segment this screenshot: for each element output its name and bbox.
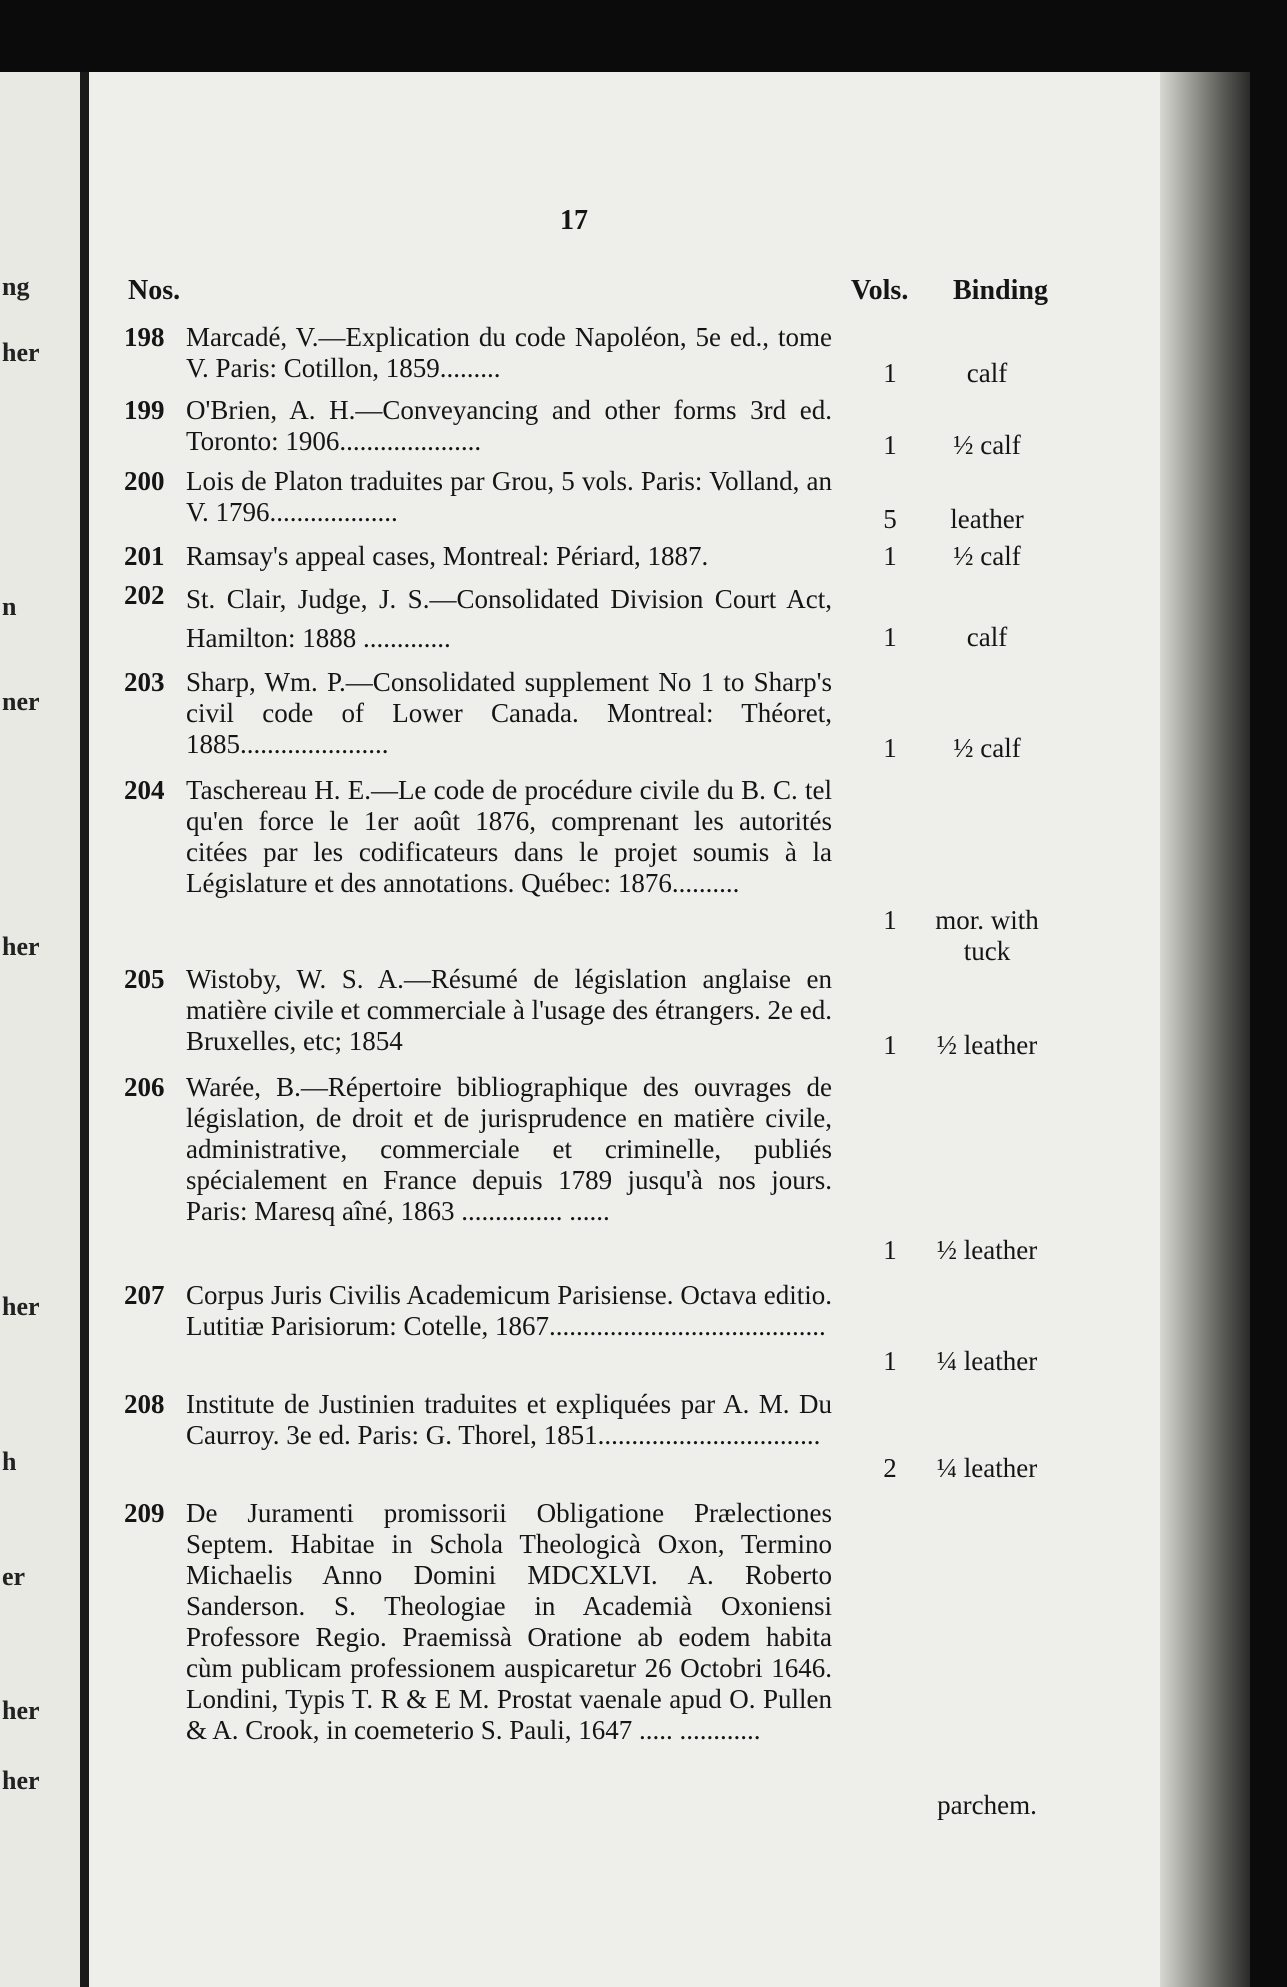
entry-binding: mor. with tuck — [935, 905, 1039, 966]
entry-binding: calf — [966, 622, 1008, 652]
column-header-nos: Nos. — [128, 275, 181, 306]
entry-vols: 5 — [883, 504, 897, 534]
entry-text: Corpus Juris Civilis Academicum Parisiense. Octava editio. Lutitiæ Parisiorum: Cotelle, 1867......................................... — [186, 1280, 832, 1341]
entry-binding: parchem. — [937, 1790, 1037, 1820]
entry-number: 198 — [124, 322, 165, 352]
entry-text: De Juramenti promissorii Obligatione Prælectiones Septem. Habitae in Schola Theologicà Oxon, Termino Michaelis Anno Domini MDCXLVI. A. Roberto Sanderson. S. Theologiae in Academià Oxoniensi Professore Regio. Praemissà Oratione ab eodem habita cùm publicam professionem auspicaretur 26 Octobri 1646. Londini, Typis T. R & E M. Prostat vaenale apud O. Pullen & A. Crook, in coemeterio S. Pauli, 1647 ..... ............ — [186, 1498, 832, 1745]
entry-vols: 1 — [883, 1235, 897, 1265]
entry-vols: 1 — [883, 430, 897, 460]
entry-text: Lois de Platon traduites par Grou, 5 vols. Paris: Volland, an V. 1796................... — [186, 466, 832, 527]
entry-text: Sharp, Wm. P.—Consolidated supplement No 1 to Sharp's civil code of Lower Canada. Montreal: Théoret, 1885...................... — [186, 667, 832, 759]
entry-number: 199 — [124, 395, 165, 425]
entry-binding: ½ leather — [936, 1235, 1038, 1265]
entry-number: 207 — [124, 1280, 165, 1310]
fragment-text: ner — [2, 687, 40, 716]
fragment-text: her — [2, 1696, 40, 1725]
entry-number: 200 — [124, 466, 165, 496]
entry-binding: leather — [950, 504, 1024, 534]
page-gutter — [80, 72, 89, 1987]
fragment-text: er — [2, 1562, 26, 1591]
entry-binding: ½ calf — [953, 733, 1021, 763]
entry-text: Taschereau H. E.—Le code de procédure civile du B. C. tel qu'en force le 1er août 1876, comprenant les autorités citées par les codificateurs dans le projet soumis à la Législature et des annotations. Québec: 1876.......... — [186, 775, 832, 898]
entry-text: Warée, B.—Répertoire bibliographique des ouvrages de législation, de droit et de jurisprudence en matière civile, administrative, commerciale et criminelle, publiés spécialement en France depuis 1789 jusqu'à nos jours. Paris: Maresq aîné, 1863 ............... ...... — [186, 1072, 832, 1226]
entry-binding: ½ calf — [953, 541, 1021, 571]
book-edge — [1160, 72, 1250, 1987]
fragment-text: h — [2, 1447, 17, 1476]
entry-binding: ¼ leather — [936, 1346, 1038, 1376]
page-number: 17 — [560, 205, 588, 236]
entry-vols: 1 — [883, 733, 897, 763]
adjacent-page-fragment — [0, 72, 82, 1987]
fragment-text: her — [2, 1766, 40, 1795]
entry-text: St. Clair, Judge, J. S.—Consolidated Division Court Act, Hamilton: 1888 ............. — [186, 584, 832, 653]
entry-number: 201 — [124, 541, 165, 571]
fragment-text: her — [2, 1292, 40, 1321]
entry-text: O'Brien, A. H.—Conveyancing and other forms 3rd ed. Toronto: 1906..................... — [186, 395, 832, 456]
fragment-text: ng — [2, 272, 30, 301]
entry-vols: 1 — [883, 905, 897, 935]
entry-text: Institute de Justinien traduites et expliquées par A. M. Du Caurroy. 3e ed. Paris: G. Thorel, 1851................................. — [186, 1389, 832, 1450]
fragment-text: her — [2, 338, 40, 367]
entry-vols: 1 — [883, 1346, 897, 1376]
fragment-text: her — [2, 932, 40, 961]
fragment-text: n — [2, 592, 17, 621]
entry-vols: 2 — [883, 1453, 897, 1483]
entry-number: 208 — [124, 1389, 165, 1419]
entry-text: Wistoby, W. S. A.—Résumé de législation anglaise en matière civile et commerciale à l'usage des étrangers. 2e ed. Bruxelles, etc; 1854 — [186, 964, 832, 1056]
entry-number: 202 — [124, 580, 165, 610]
entry-number: 209 — [124, 1498, 165, 1528]
entry-number: 204 — [124, 775, 165, 805]
entry-binding: ¼ leather — [936, 1453, 1038, 1483]
column-header-binding: Binding — [953, 275, 1048, 306]
entry-vols: 1 — [883, 358, 897, 388]
entry-number: 205 — [124, 964, 165, 994]
entry-binding: calf — [966, 358, 1008, 388]
entry-text: Ramsay's appeal cases, Montreal: Périard, 1887. — [186, 541, 709, 571]
entry-number: 203 — [124, 667, 165, 697]
entry-vols: 1 — [883, 541, 897, 571]
entry-binding: ½ leather — [936, 1030, 1038, 1060]
column-header-vols: Vols. — [851, 275, 909, 306]
entry-vols: 1 — [883, 622, 897, 652]
entry-number: 206 — [124, 1072, 165, 1102]
entry-binding: ½ calf — [953, 430, 1021, 460]
entry-text: Marcadé, V.—Explication du code Napoléon, 5e ed., tome V. Paris: Cotillon, 1859......... — [186, 322, 832, 383]
entry-vols: 1 — [883, 1030, 897, 1060]
